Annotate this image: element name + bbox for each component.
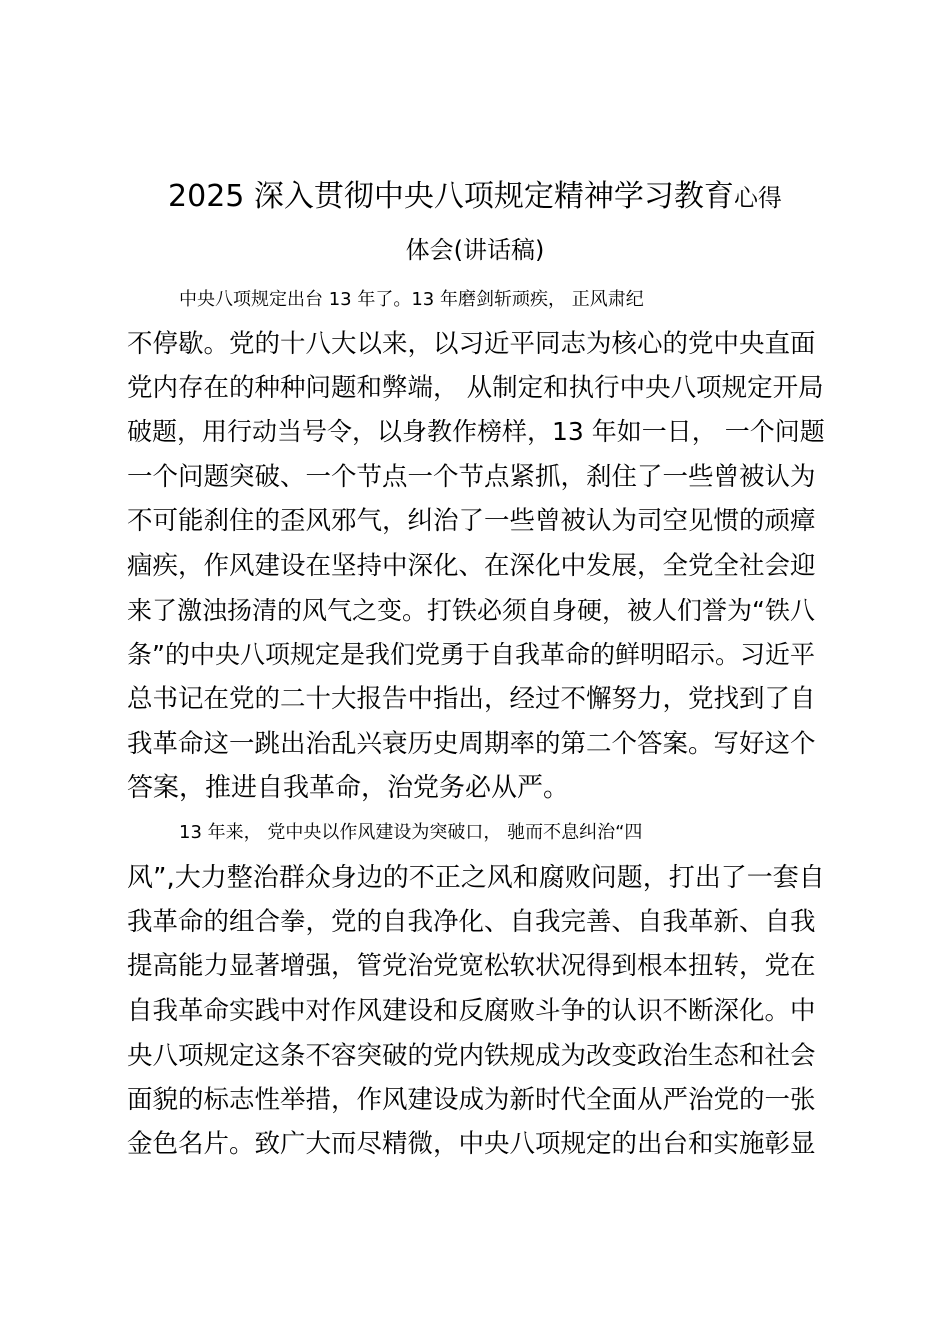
paragraph-1-line-12: 答案，推进自我革命，治党务必从严。: [127, 773, 570, 803]
paragraph-1-line-5: 一个问题突破、一个节点一个节点紧抓，刹住了一些曾被认为: [127, 462, 816, 492]
paragraph-1-line-10: 总书记在党的二十大报告中指出，经过不懈努力，党找到了自: [127, 684, 816, 714]
paragraph-1-line-11: 我革命这一跳出治乱兴衰历史周期率的第二个答案。写好这个: [127, 729, 816, 759]
paragraph-1-line-7: 痼疾，作风建设在坚持中深化、在深化中发展，全党全社会迎: [127, 551, 816, 581]
paragraph-1-line-2: 不停歇。党的十八大以来，以习近平同志为核心的党中央直面: [127, 329, 816, 359]
title-main-text: 2025 深入贯彻中央八项规定精神学习教育: [168, 179, 734, 214]
paragraph-2-line-8: 金色名片。致广大而尽精微，中央八项规定的出台和实施彰显: [127, 1129, 816, 1159]
paragraph-1-line-4: 破题，用行动当号令，以身教作榜样，13 年如一日， 一个问题: [127, 417, 825, 446]
paragraph-2-line-5: 自我革命实践中对作风建设和反腐败斗争的认识不断深化。中: [127, 996, 816, 1026]
document-title: [100, 174, 850, 221]
paragraph-2-line-3: 我革命的组合拳，党的自我净化、自我完善、自我革新、自我: [127, 907, 816, 937]
paragraph-1-line-1: 中央八项规定出台 13 年了。13 年磨剑斩顽疾， 正风肃纪: [179, 289, 644, 310]
paragraph-1-line-9: 条”的中央八项规定是我们党勇于自我革命的鲜明昭示。习近平: [127, 640, 815, 669]
paragraph-1-line-3: 党内存在的种种问题和弊端， 从制定和执行中央八项规定开局: [127, 373, 824, 403]
paragraph-2-line-4: 提高能力显著增强，管党治党宽松软状况得到根本扭转，党在: [127, 951, 816, 981]
paragraph-2-line-1: 13 年来， 党中央以作风建设为突破口， 驰而不息纠治“四: [179, 822, 643, 843]
paragraph-1-line-6: 不可能刹住的歪风邪气，纠治了一些曾被认为司空见惯的顽瘴: [127, 506, 816, 536]
title-small-text: 心得: [733, 184, 782, 212]
document-subtitle: 体会(讲话稿): [405, 236, 545, 264]
paragraph-1-line-8: 来了激浊扬清的风气之变。打铁必须自身硬，被人们誉为“铁八: [127, 596, 815, 625]
paragraph-2-line-2: 风”,大力整治群众身边的不正之风和腐败问题，打出了一套自: [127, 863, 825, 893]
paragraph-2-line-7: 面貌的标志性举措，作风建设成为新时代全面从严治党的一张: [127, 1085, 816, 1115]
paragraph-2-line-6: 央八项规定这条不容突破的党内铁规成为改变政治生态和社会: [127, 1041, 816, 1071]
